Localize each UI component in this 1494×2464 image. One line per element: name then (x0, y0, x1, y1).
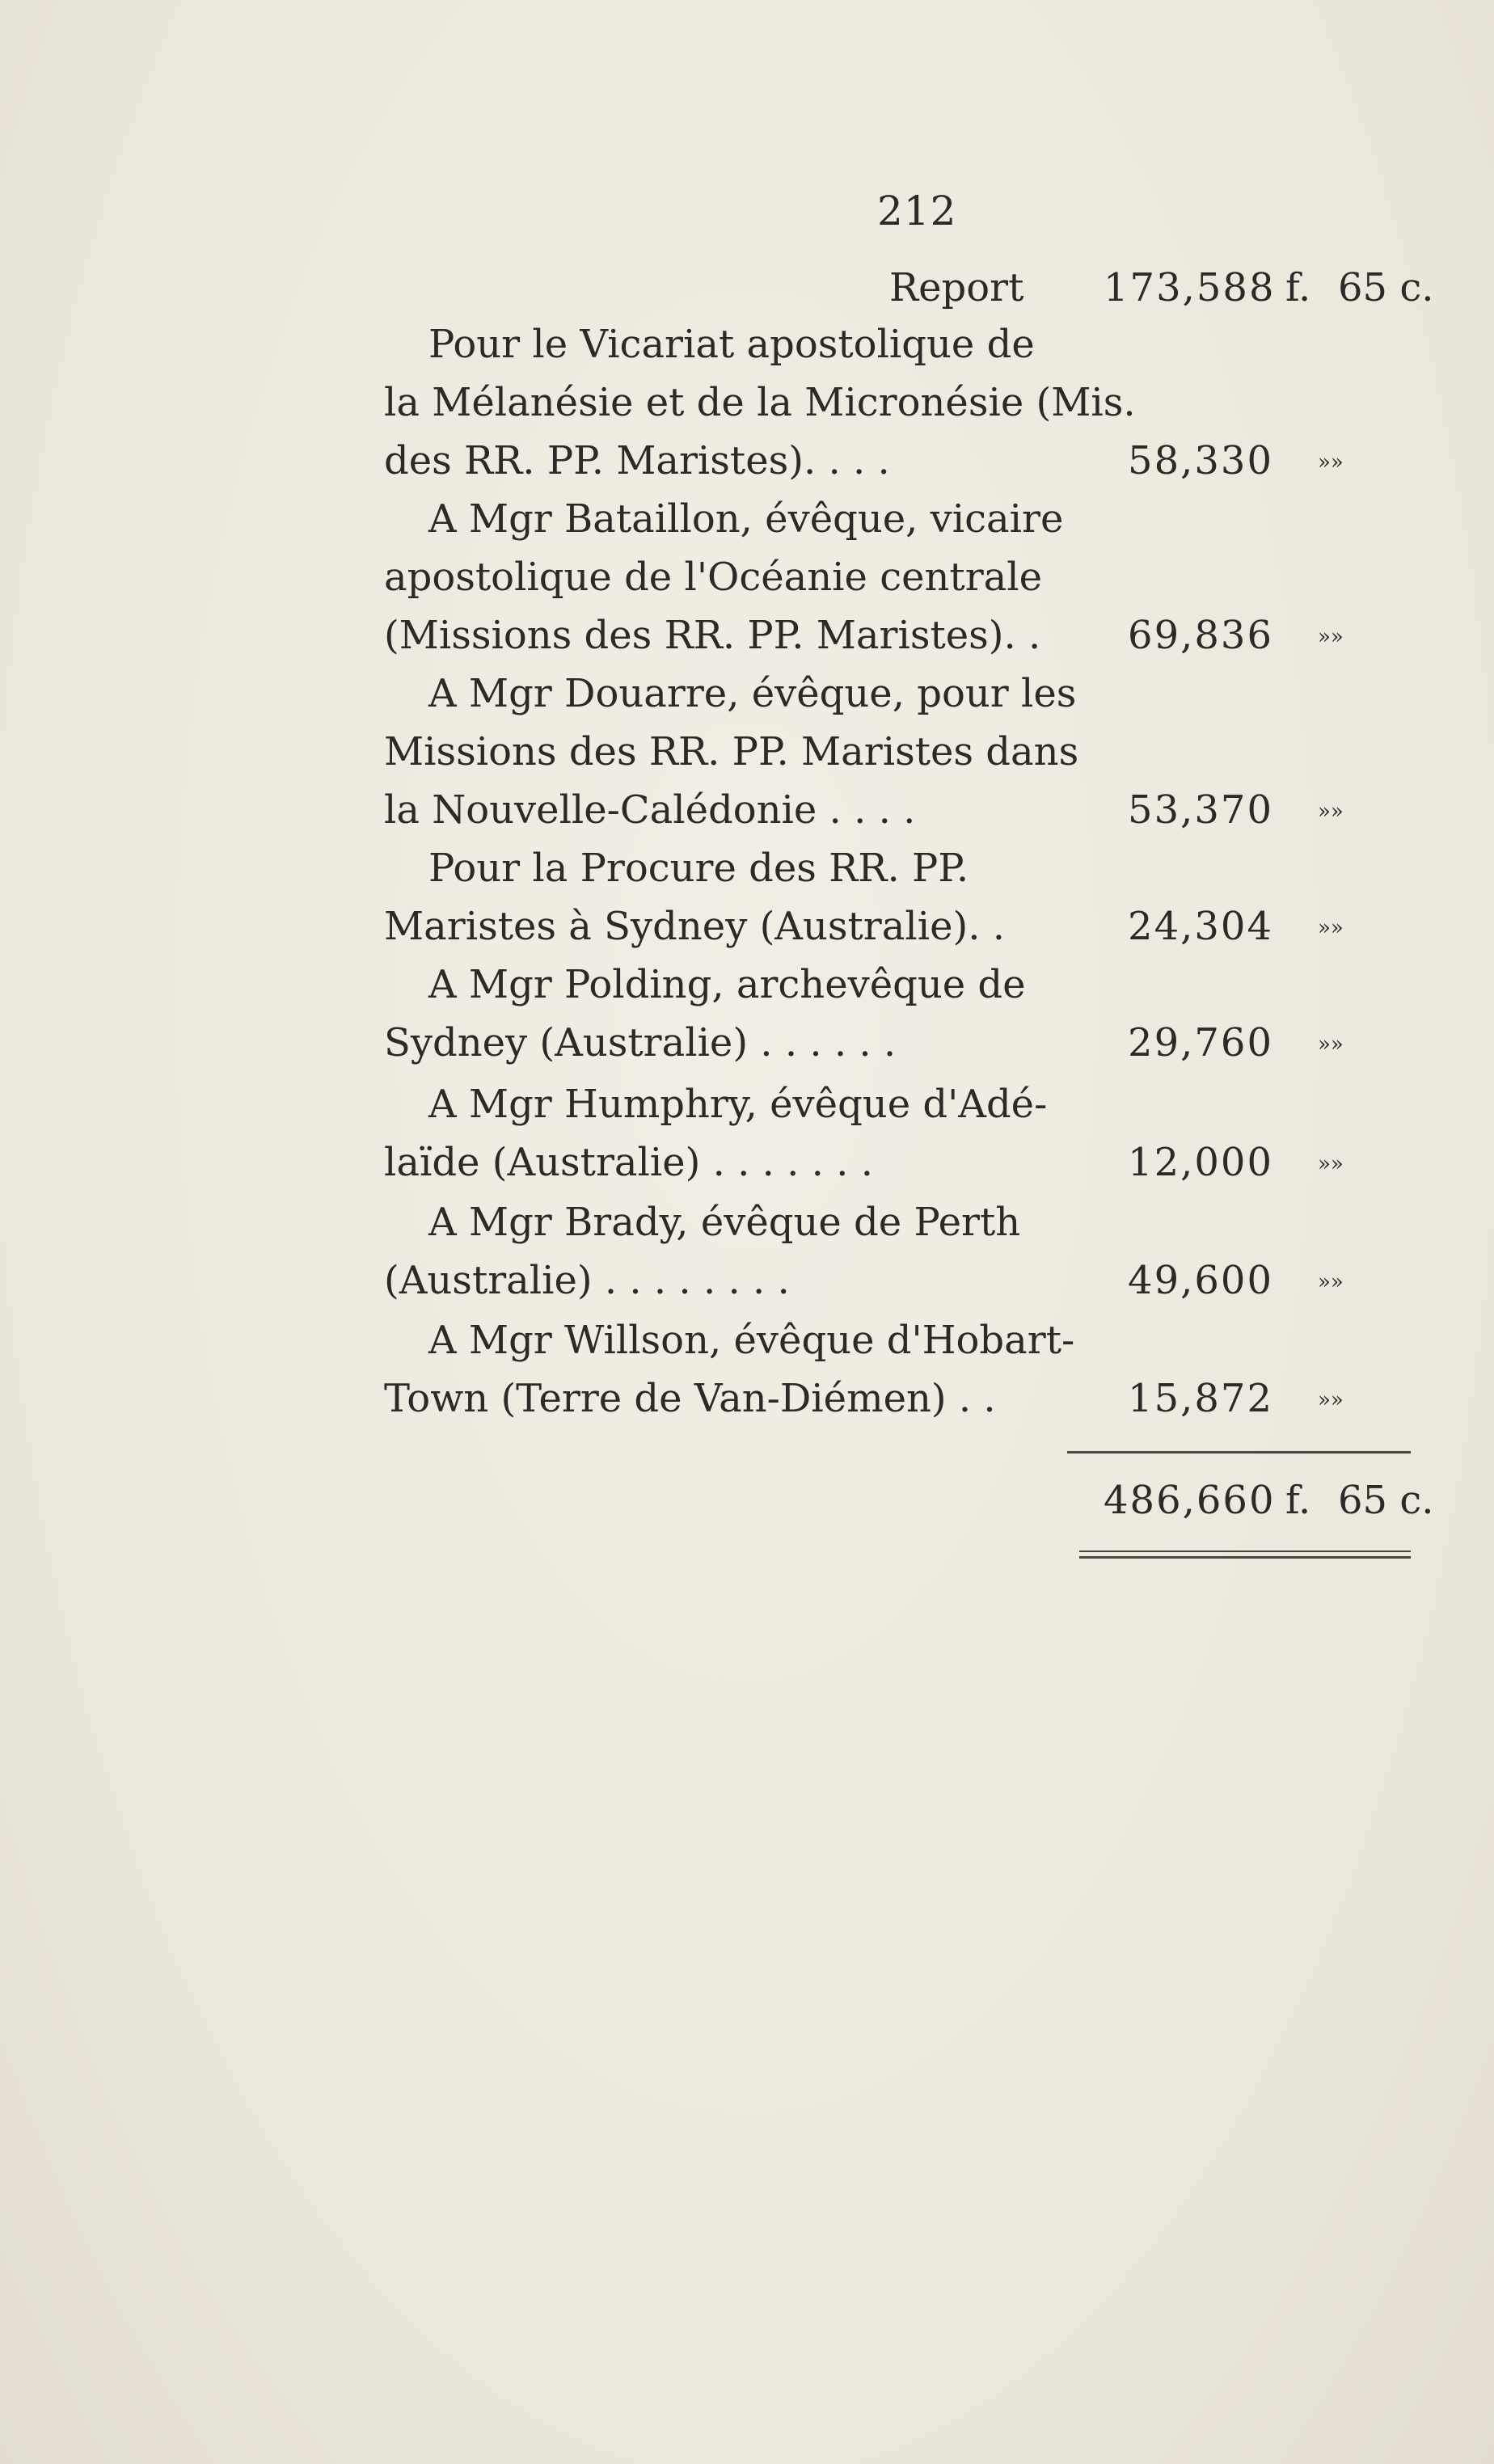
entry-line: la Nouvelle-Calédonie . . . . (384, 787, 916, 833)
ditto-mark: »» (1318, 625, 1344, 649)
entry-amount: 24,304 (1128, 904, 1273, 949)
total-cents: 65 c. (1338, 1478, 1434, 1523)
entry-line: apostolique de l'Océanie centrale (384, 555, 1043, 600)
sum-rule (1067, 1451, 1411, 1454)
closing-rule-bottom (1079, 1556, 1411, 1559)
entry-line: Missions des RR. PP. Maristes dans (384, 729, 1079, 774)
entry-line: Sydney (Australie) . . . . . . (384, 1020, 897, 1065)
entry-amount: 49,600 (1128, 1258, 1273, 1303)
entry-line: des RR. PP. Maristes). . . . (384, 438, 890, 483)
report-francs: f. (1285, 265, 1311, 310)
entry-line: A Mgr Polding, archevêque de (428, 962, 1026, 1007)
entry-line: A Mgr Humphry, évêque d'Adé- (428, 1082, 1048, 1127)
entry-line: A Mgr Brady, évêque de Perth (428, 1200, 1021, 1245)
entry-amount: 58,330 (1128, 438, 1273, 483)
ditto-mark: »» (1318, 1270, 1344, 1294)
report-label: Report (889, 265, 1024, 310)
entry-amount: 53,370 (1128, 787, 1273, 833)
report-cents: 65 c. (1338, 265, 1434, 310)
entry-line: Pour la Procure des RR. PP. (428, 846, 969, 891)
ditto-mark: »» (1318, 800, 1344, 824)
entry-amount: 69,836 (1128, 613, 1273, 658)
entry-line: Pour le Vicariat apostolique de (428, 322, 1035, 367)
total-francs: f. (1285, 1478, 1311, 1523)
ditto-mark: »» (1318, 916, 1344, 940)
entry-amount: 12,000 (1128, 1140, 1273, 1185)
entry-line: (Australie) . . . . . . . . (384, 1258, 790, 1303)
entry-line: (Missions des RR. PP. Maristes). . (384, 613, 1041, 658)
entry-amount: 15,872 (1128, 1376, 1273, 1421)
page-number: 212 (877, 188, 957, 234)
total-amount: 486,660 (1104, 1478, 1276, 1523)
ditto-mark: »» (1318, 1388, 1344, 1412)
entry-line: la Mélanésie et de la Micronésie (Mis. (384, 380, 1136, 425)
entry-line: A Mgr Willson, évêque d'Hobart- (428, 1318, 1075, 1363)
ditto-mark: »» (1318, 1152, 1344, 1176)
entry-line: Maristes à Sydney (Australie). . (384, 904, 1005, 949)
entry-line: Town (Terre de Van-Diémen) . . (384, 1376, 996, 1421)
entry-line: A Mgr Bataillon, évêque, vicaire (428, 496, 1064, 542)
ditto-mark: »» (1318, 1032, 1344, 1057)
entry-line: laïde (Australie) . . . . . . . (384, 1140, 873, 1185)
ditto-mark: »» (1318, 450, 1344, 475)
entry-line: A Mgr Douarre, évêque, pour les (428, 671, 1077, 716)
closing-rule-top (1079, 1551, 1411, 1552)
report-amount: 173,588 (1104, 265, 1276, 310)
entry-amount: 29,760 (1128, 1020, 1273, 1065)
